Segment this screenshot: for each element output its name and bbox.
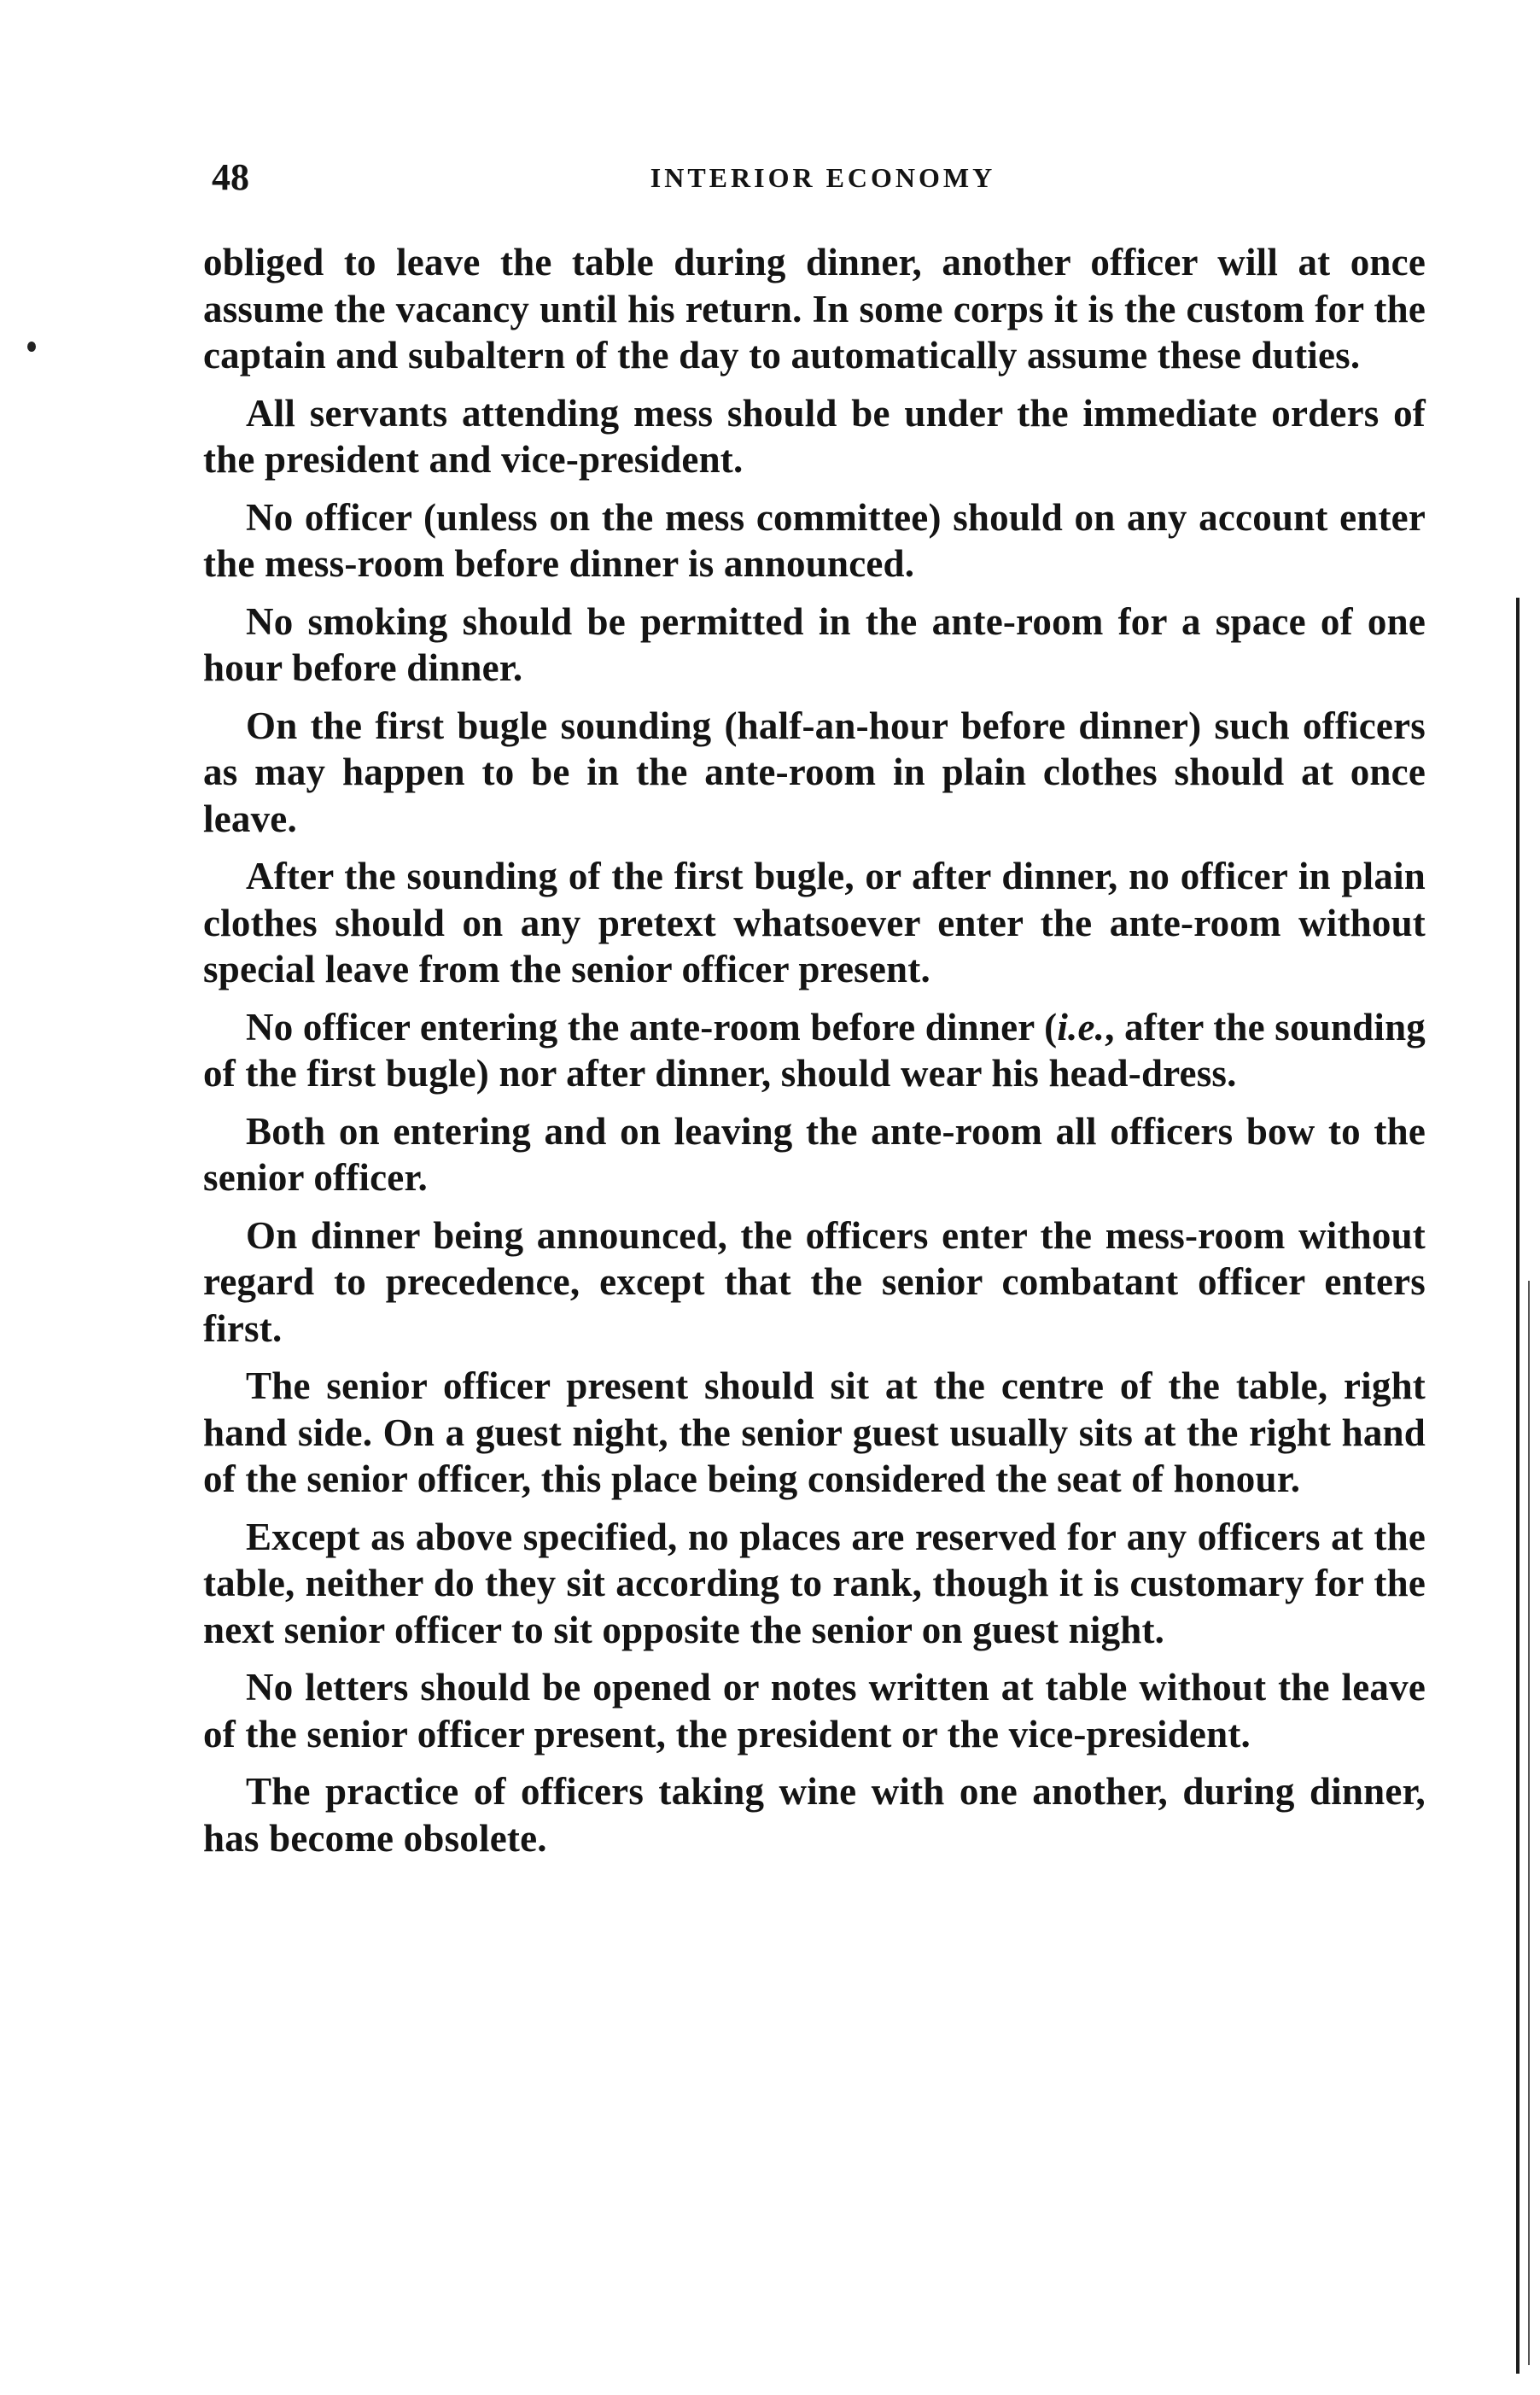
head-dress-text-end: , after the sounding of the first bugle) nor after dinner, should wear his head-dress. — [203, 1005, 1426, 1095]
paragraph-bow: Both on entering and on leaving the ante-room all officers bow to the senior officer. — [203, 1109, 1426, 1199]
paragraph-dinner-announced: On dinner being announced, the officers enter the mess-room without regard to precedence, except that the senior combatant officer enters first. — [203, 1213, 1426, 1350]
running-head — [203, 152, 1426, 203]
page-edge-rule-thin — [1528, 1281, 1530, 2365]
paragraph-places-reserved: Except as above specified, no places are reserved for any officers at the table, neither do they sit according to rank, though it is customary for the next senior officer to sit opposite the senior on guest night. — [203, 1515, 1426, 1651]
paragraph-servants: All servants attending mess should be under the immediate orders of the president and vice-president. — [203, 391, 1426, 481]
page-number: 48 — [212, 156, 249, 198]
paragraph-taking-wine: The practice of officers taking wine with one another, during dinner, has become obsolete. — [203, 1770, 1426, 1860]
margin-speck — [27, 342, 36, 352]
paragraph-continued: obliged to leave the table during dinner, another officer will at once assume the vacancy until his return. In some corps it is the custom for the captain and subaltern of the day to automatically assume these duties. — [203, 241, 1426, 377]
page-body-text — [203, 239, 1426, 1872]
paragraph-head-dress — [203, 1004, 1426, 1097]
running-head-title: INTERIOR ECONOMY — [650, 162, 996, 193]
head-dress-text-start: No officer entering the ante-room before dinner ( — [246, 1005, 1058, 1049]
paragraph-mess-room-entry: No officer (unless on the mess committee) should on any account enter the mess-room before dinner is announced. — [203, 495, 1426, 585]
page-edge-rule — [1516, 598, 1520, 2374]
paragraph-seating: The senior officer present should sit at the centre of the table, right hand side. On a guest night, the senior guest usually sits at the right hand of the senior officer, this place being considered the seat of honour. — [203, 1364, 1426, 1500]
paragraph-smoking: No smoking should be permitted in the ante-room for a space of one hour before dinner. — [203, 599, 1426, 689]
paragraph-plain-clothes: After the sounding of the first bugle, or after dinner, no officer in plain clothes should on any pretext whatsoever enter the ante-room without special leave from the senior officer present. — [203, 855, 1426, 990]
paragraph-letters: No letters should be opened or notes written at table without the leave of the senior officer present, the president or the vice-president. — [203, 1666, 1426, 1755]
paragraph-first-bugle: On the first bugle sounding (half-an-hour before dinner) such officers as may happen to be in the ante-room in plain clothes should at once leave. — [203, 704, 1426, 840]
italic-ie: i.e. — [1057, 1005, 1105, 1049]
